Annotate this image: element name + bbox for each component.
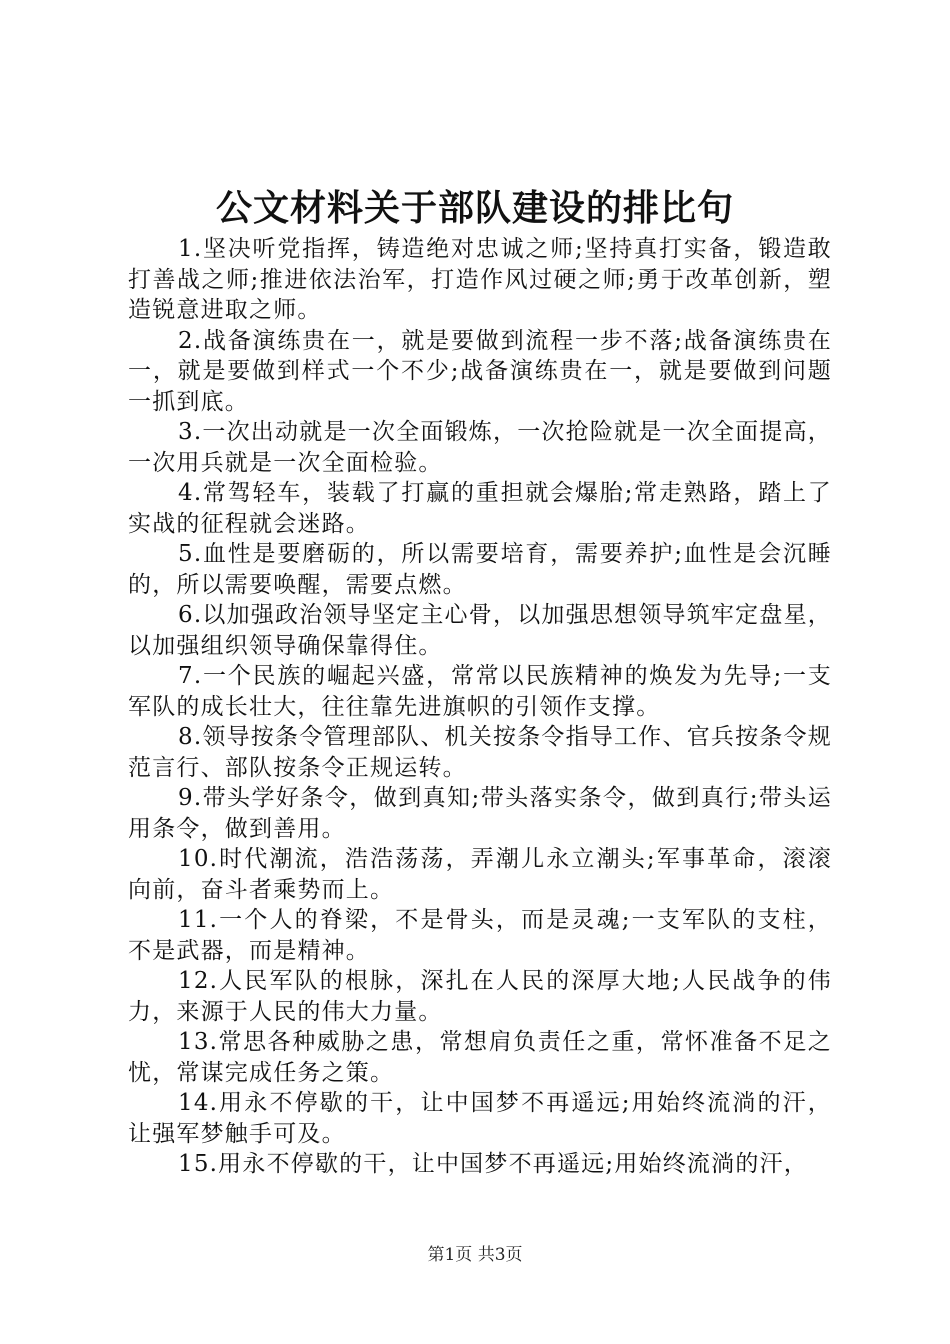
paragraph-8: 8.领导按条令管理部队、机关按条令指导工作、官兵按条令规范言行、部队按条令正规运转。 bbox=[128, 724, 832, 781]
paragraph-14: 14.用永不停歇的干，让中国梦不再遥远;用始终流淌的汗，让强军梦触手可及。 bbox=[128, 1090, 832, 1147]
paragraph-6: 6.以加强政治领导坚定主心骨，以加强思想领导筑牢定盘星，以加强组织领导确保靠得住。 bbox=[128, 602, 832, 659]
paragraph-7: 7.一个民族的崛起兴盛，常常以民族精神的焕发为先导;一支军队的成长壮大，往往靠先进旗帜的引领作支撑。 bbox=[128, 663, 832, 720]
paragraph-12: 12.人民军队的根脉，深扎在人民的深厚大地;人民战争的伟力，来源于人民的伟大力量。 bbox=[128, 968, 832, 1025]
paragraph-2: 2.战备演练贵在一，就是要做到流程一步不落;战备演练贵在一，就是要做到样式一个不少;战备演练贵在一，就是要做到问题一抓到底。 bbox=[128, 327, 832, 415]
paragraph-10: 10.时代潮流，浩浩荡荡，弄潮儿永立潮头;军事革命，滚滚向前，奋斗者乘势而上。 bbox=[128, 846, 832, 903]
paragraph-9: 9.带头学好条令，做到真知;带头落实条令，做到真行;带头运用条令，做到善用。 bbox=[128, 785, 832, 842]
document-body bbox=[128, 234, 832, 1180]
paragraph-1: 1.坚决听党指挥，铸造绝对忠诚之师;坚持真打实备，锻造敢打善战之师;推进依法治军，打造作风过硬之师;勇于改革创新，塑造锐意进取之师。 bbox=[128, 236, 832, 323]
paragraph-11: 11.一个人的脊梁，不是骨头，而是灵魂;一支军队的支柱，不是武器，而是精神。 bbox=[128, 907, 832, 964]
page-footer: 第1页 共3页 bbox=[427, 1245, 523, 1265]
paragraph-4: 4.常驾轻车，装载了打赢的重担就会爆胎;常走熟路，踏上了实战的征程就会迷路。 bbox=[128, 480, 832, 537]
document-title: 公文材料关于部队建设的排比句 bbox=[215, 187, 734, 229]
paragraph-15: 15.用永不停歇的干，让中国梦不再遥远;用始终流淌的汗， bbox=[178, 1151, 808, 1177]
paragraph-3: 3.一次出动就是一次全面锻炼，一次抢险就是一次全面提高，一次用兵就是一次全面检验。 bbox=[128, 419, 832, 476]
paragraph-5: 5.血性是要磨砺的，所以需要培育，需要养护;血性是会沉睡的，所以需要唤醒，需要点燃。 bbox=[128, 541, 832, 598]
paragraph-13: 13.常思各种威胁之患，常想肩负责任之重，常怀准备不足之忧，常谋完成任务之策。 bbox=[128, 1029, 832, 1086]
